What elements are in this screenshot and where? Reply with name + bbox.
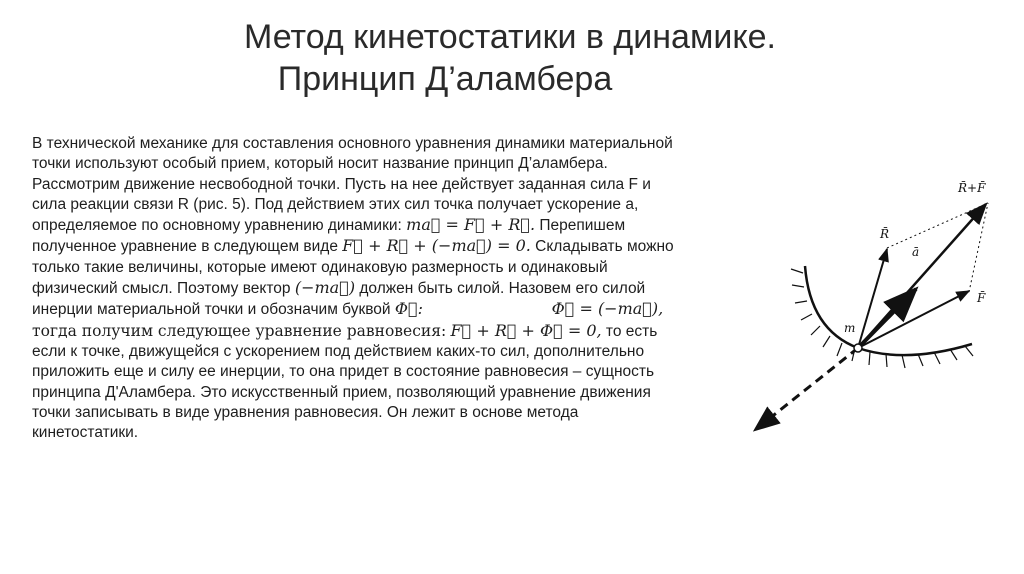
equation-phi-definition: Φ⃗ = (−ma⃗), (551, 299, 664, 319)
title-line-2: Принцип Д’аламбера (277, 60, 613, 98)
body-text (32, 134, 677, 443)
sentence-dimension: Складывать можно только такие величины, которые имеют одинаковую размерность и одинаковый физический смысл. Поэтому вектор (32, 238, 674, 298)
figure-dalembert-diagram (740, 170, 1020, 470)
title-line-1: Метод кинетостатики в динамике. (244, 18, 776, 56)
sentence-setup: Рассмотрим движение несвободной точки. Пусть на нее действует заданная сила F и сила реакции связи R (рис. 5). Под действием этих сил точка получает ускорение а, определяемое по основному уравнению динамики: (32, 175, 651, 235)
equation-newton: ma⃗ = F⃗ + R⃗. (406, 215, 536, 235)
vector-phi-inertia (755, 348, 858, 430)
paragraph-main (32, 175, 677, 444)
force-diagram (740, 170, 1020, 470)
label-r-plus-f: R̄+F̄ (958, 181, 986, 195)
label-phi: Φ̄ (760, 415, 770, 429)
point-m (854, 344, 862, 352)
slide-title (120, 16, 900, 100)
constraint-surface (805, 266, 972, 355)
label-r: R̄ (880, 227, 890, 241)
paragraph-intro: В технической механике для составления основного уравнения динамики материальной точки используют особый прием, который носит название принцип Д’аламбера. (32, 135, 673, 173)
sentence-inertia: должен быть силой. Назовем его силой инерции материальной точки и обозначим буквой (32, 280, 646, 319)
equation-rewritten: F⃗ + R⃗ + (−ma⃗) = 0. (342, 236, 531, 256)
sentence-rewrite: Перепишем полученное уравнение в следующем виде (32, 217, 626, 256)
equation-equilibrium: F⃗ + R⃗ + Φ⃗ = 0, (450, 320, 602, 340)
parallelogram-line-f (969, 203, 988, 292)
vector-f (858, 291, 969, 348)
symbol-phi: Φ⃗: (394, 299, 424, 319)
label-f: F̄ (977, 291, 986, 305)
parallelogram-line-r (887, 203, 988, 248)
sentence-conclusion: то есть если к точке, движущейся с ускорением под действием каких-то сил, дополнительно приложить еще и силу ее инерции, то она придет в состояние равновесия – сущность принципа Д'Аламбера. Это искусственный прием, позволяющий уравнение движения точки записывать в виде уравнения равновесия. Он лежит в основе метода кинетостатики. (32, 322, 658, 442)
equation-minus-ma: (−ma⃗) (294, 278, 356, 298)
label-m: m (844, 321, 856, 335)
label-a: ā (912, 245, 920, 259)
sentence-equilibrium: тогда получим следующее уравнение равновесия: (32, 321, 447, 340)
